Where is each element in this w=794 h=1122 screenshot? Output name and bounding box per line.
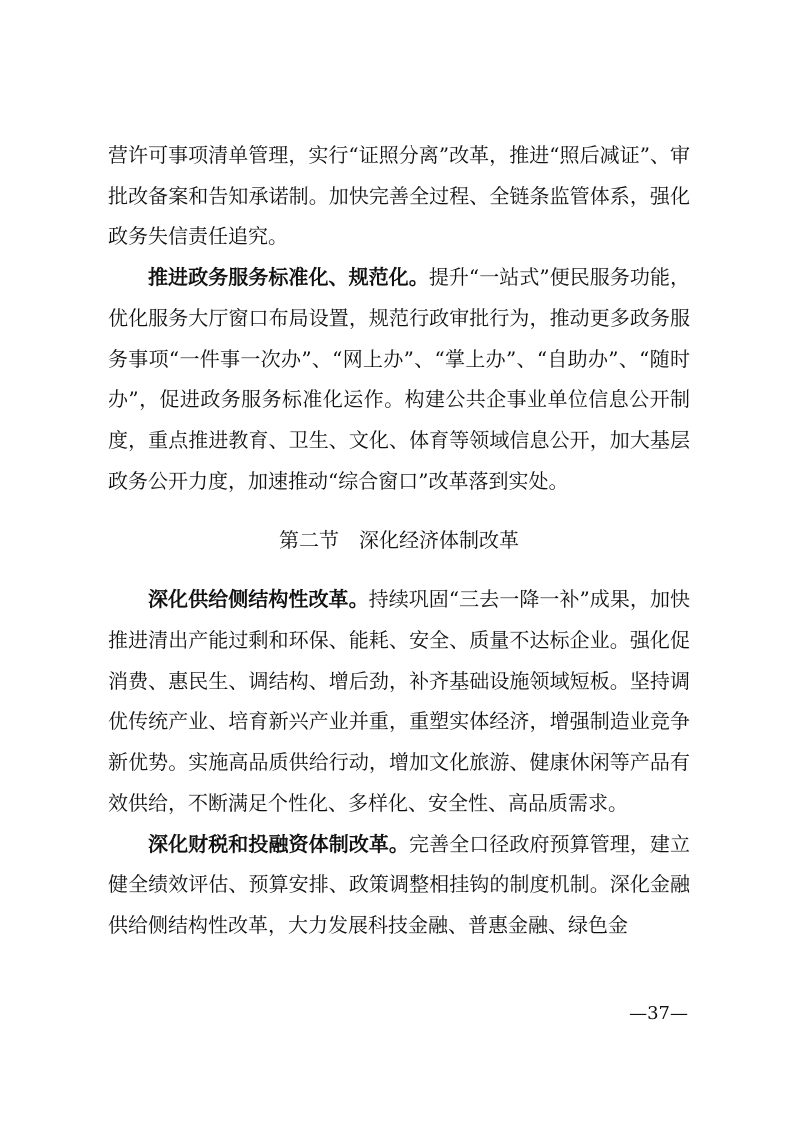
paragraph-4-text: 完善全口径政府预算管理，建立健全绩效评估、预算安排、政策调整相挂钩的制度机制。深化金融供给侧结构性改革，大力发展科技金融、普惠金融、绿色金 (108, 831, 690, 937)
paragraph-3-text: 持续巩固“三去一降一补”成果，加快推进清出产能过剩和环保、能耗、安全、质量不达标企业。强化促消费、惠民生、调结构、增后劲，补齐基础设施领域短板。坚持调优传统产业、培育新兴产业并重，重塑实体经济，增强制造业竞争新优势。实施高品质供给行动，增加文化旅游、健康休闲等产品有效供给，不断满足个性化、多样化、安全性、高品质需求。 (108, 587, 691, 815)
document-body (108, 135, 690, 946)
paragraph-3 (108, 579, 690, 823)
paragraph-3-heading: 深化供给侧结构性改革。 (148, 587, 369, 612)
paragraph-1: 营许可事项清单管理，实行“证照分离”改革，推进“照后减证”、审批改备案和告知承诺制。加快完善全过程、全链条监管体系，强化政务失信责任追究。 (108, 143, 690, 249)
page-number: —37— (629, 1003, 688, 1024)
paragraph-2-heading: 推进政务服务标准化、规范化。 (148, 265, 429, 290)
paragraph-2-text: 提升“一站式”便民服务功能，优化服务大厅窗口布局设置，规范行政审批行为，推动更多政务服务事项“一件事一次办”、“网上办”、“掌上办”、“自助办”、“随时办”，促进政务服务标准化运作。构建公共企事业单位信息公开制度，重点推进教育、卫生、文化、体育等领域信息公开，加大基层政务公开力度，加速推动“综合窗口”改革落到实处。 (108, 265, 691, 493)
paragraph-4-heading: 深化财税和投融资体制改革。 (148, 831, 409, 856)
section-heading: 第二节 深化经济体制改革 (279, 528, 519, 553)
paragraph-2 (108, 257, 690, 501)
paragraph-4 (108, 824, 690, 946)
